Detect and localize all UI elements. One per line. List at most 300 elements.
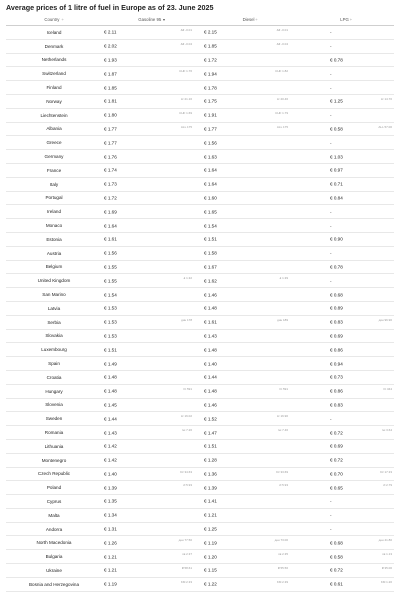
gasoline-cell <box>102 123 202 136</box>
gasoline-cell <box>102 205 202 218</box>
diesel-cell <box>202 357 298 370</box>
diesel-cell <box>202 509 298 522</box>
lpg-price: € 0.78 <box>330 264 343 270</box>
fuel-price-table <box>6 14 394 592</box>
table-header <box>6 14 394 26</box>
diesel-price: € 1.62 <box>204 278 217 284</box>
diesel-local-price: £ 1.39 <box>279 276 288 281</box>
lpg-cell <box>298 509 394 522</box>
table-row <box>6 385 394 399</box>
country-cell: Greece <box>46 140 62 146</box>
country-cell: Luxembourg <box>41 347 67 353</box>
country-cell: Monaco <box>45 223 63 229</box>
lpg-local-price: лв 1.13 <box>381 552 392 557</box>
lpg-cell <box>298 330 394 343</box>
gasoline-cell <box>102 330 202 343</box>
diesel-local-price: дин 189 <box>277 317 288 322</box>
country-cell: Bosnia and Herzegovina <box>28 581 80 587</box>
gasoline-cell <box>102 385 202 398</box>
lpg-local-price: ₴ 35.00 <box>381 566 392 571</box>
lpg-cell <box>298 440 394 453</box>
gasoline-local-price: zł 5.93 <box>183 483 192 488</box>
country-cell: Montenegro <box>41 457 67 463</box>
diesel-cell <box>202 109 298 122</box>
lpg-price: - <box>330 416 332 422</box>
country-cell: Netherlands <box>41 57 67 63</box>
diesel-price: € 1.54 <box>204 223 217 229</box>
lpg-cell <box>298 233 394 246</box>
page-title: Average prices of 1 litre of fuel in Europe as of 23. June 2025 <box>6 3 214 12</box>
diesel-price: € 1.94 <box>204 71 217 77</box>
lpg-cell <box>298 192 394 205</box>
table-row <box>6 481 394 495</box>
country-cell: Serbia <box>47 319 61 325</box>
diesel-local-price: KM 2.39 <box>276 579 288 584</box>
gasoline-cell <box>102 274 202 287</box>
table-row <box>6 399 394 413</box>
diesel-price: € 1.47 <box>204 430 217 435</box>
gasoline-price: € 1.43 <box>104 430 117 435</box>
gasoline-price: € 1.42 <box>104 443 117 449</box>
diesel-price: € 1.51 <box>204 443 217 449</box>
gasoline-local-price: ден 77.50 <box>178 538 192 543</box>
gasoline-local-price: kr 21.16 <box>181 96 192 101</box>
gasoline-local-price: CHF 1.76 <box>179 69 192 74</box>
table-row <box>6 371 394 385</box>
lpg-price: € 0.61 <box>330 581 343 587</box>
table-row <box>6 468 394 482</box>
gasoline-cell <box>102 468 202 481</box>
gasoline-price: € 1.53 <box>104 319 117 325</box>
lpg-local-price: дин 96.90 <box>378 317 392 322</box>
diesel-price: € 1.52 <box>204 416 217 422</box>
country-cell: Latvia <box>47 305 61 311</box>
lpg-price: € 0.97 <box>330 167 343 173</box>
diesel-cell <box>202 426 298 439</box>
diesel-cell <box>202 233 298 246</box>
diesel-price: € 1.65 <box>204 209 217 215</box>
diesel-local-price: CHF 1.82 <box>275 69 288 74</box>
lpg-cell <box>298 357 394 370</box>
diesel-price: € 2.15 <box>204 29 217 35</box>
sort-icon: ÷ <box>349 17 352 22</box>
table-row <box>6 136 394 150</box>
lpg-price: - <box>330 85 332 91</box>
gasoline-price: € 1.61 <box>104 236 117 242</box>
gasoline-price: € 1.55 <box>104 264 117 270</box>
table-row <box>6 302 394 316</box>
diesel-price: € 1.85 <box>204 43 217 49</box>
country-cell: United Kingdom <box>37 278 71 284</box>
gasoline-cell <box>102 261 202 274</box>
country-cell: Portugal <box>45 195 63 201</box>
gasoline-cell <box>102 95 202 108</box>
gasoline-cell <box>102 54 202 67</box>
gasoline-price: € 1.87 <box>104 71 117 77</box>
gasoline-cell <box>102 536 202 549</box>
gasoline-cell <box>102 343 202 356</box>
lpg-price: € 0.58 <box>330 126 343 132</box>
table-row <box>6 261 394 275</box>
diesel-price: € 1.51 <box>204 236 217 242</box>
gasoline-price: € 1.21 <box>104 567 117 573</box>
lpg-cell <box>298 468 394 481</box>
lpg-cell <box>298 343 394 356</box>
lpg-price: € 0.72 <box>330 567 343 573</box>
diesel-price: € 1.22 <box>204 581 217 587</box>
gasoline-cell <box>102 150 202 163</box>
diesel-price: € 1.21 <box>204 512 217 518</box>
gasoline-cell <box>102 81 202 94</box>
country-cell: Norway <box>46 98 62 104</box>
lpg-price: - <box>330 140 332 146</box>
country-cell: Cyprus <box>46 498 62 504</box>
diesel-cell <box>202 523 298 536</box>
table-row <box>6 357 394 371</box>
table-row <box>6 40 394 54</box>
gasoline-local-price: KM 2.33 <box>180 579 192 584</box>
lpg-price: - <box>330 526 332 532</box>
lpg-price: - <box>330 250 332 256</box>
gasoline-local-price: ₴ 58.61 <box>181 566 192 571</box>
diesel-cell <box>202 412 298 425</box>
lpg-cell <box>298 412 394 425</box>
lpg-local-price: Ft 344 <box>383 386 392 391</box>
gasoline-local-price: Δ€ -0.01 <box>180 28 192 32</box>
gasoline-local-price: lei 7.26 <box>182 428 192 433</box>
gasoline-cell <box>102 426 202 439</box>
header-lpg-label: LPG <box>340 17 349 22</box>
lpg-local-price: ALL 57.00 <box>378 124 392 129</box>
lpg-price: € 0.89 <box>330 305 343 311</box>
gasoline-price: € 1.42 <box>104 457 117 463</box>
country-cell: Liechtenstein <box>40 112 68 118</box>
table-row <box>6 192 394 206</box>
diesel-price: € 1.67 <box>204 264 217 270</box>
gasoline-price: € 1.26 <box>104 540 117 546</box>
diesel-cell <box>202 385 298 398</box>
table-row <box>6 164 394 178</box>
lpg-cell <box>298 426 394 439</box>
table-row <box>6 440 394 454</box>
diesel-cell <box>202 67 298 80</box>
gasoline-price: € 1.45 <box>104 402 117 408</box>
lpg-price: € 0.83 <box>330 402 343 408</box>
diesel-price: € 1.77 <box>204 126 217 132</box>
lpg-cell <box>298 481 394 494</box>
gasoline-price: € 1.34 <box>104 512 117 518</box>
diesel-price: € 1.19 <box>204 540 217 546</box>
table-row <box>6 495 394 509</box>
diesel-cell <box>202 468 298 481</box>
country-cell: Poland <box>46 485 62 491</box>
diesel-cell <box>202 302 298 315</box>
header-gasoline-label: Gasoline 95 <box>138 17 162 22</box>
diesel-price: € 1.56 <box>204 140 217 146</box>
gasoline-price: € 1.51 <box>104 347 117 353</box>
lpg-cell <box>298 399 394 412</box>
lpg-price: € 0.83 <box>330 319 343 325</box>
country-cell: France <box>46 167 62 173</box>
country-cell: Sweden <box>45 416 63 422</box>
lpg-price: - <box>330 43 332 49</box>
diesel-price: € 1.61 <box>204 319 217 325</box>
gasoline-cell <box>102 219 202 232</box>
lpg-price: € 0.94 <box>330 361 343 367</box>
sort-icon: ÷ <box>255 17 258 22</box>
lpg-price: - <box>330 112 332 118</box>
gasoline-cell <box>102 178 202 191</box>
lpg-cell <box>298 495 394 508</box>
lpg-cell <box>298 288 394 301</box>
country-cell: Slovenia <box>45 402 63 408</box>
table-row <box>6 95 394 109</box>
lpg-cell <box>298 550 394 563</box>
country-cell: Czech Republic <box>37 471 71 477</box>
gasoline-price: € 1.81 <box>104 98 117 104</box>
diesel-cell <box>202 54 298 67</box>
diesel-cell <box>202 136 298 149</box>
diesel-cell <box>202 261 298 274</box>
diesel-price: € 1.64 <box>204 181 217 187</box>
diesel-price: € 1.48 <box>204 388 217 394</box>
gasoline-price: € 1.35 <box>104 498 117 504</box>
lpg-cell <box>298 247 394 260</box>
gasoline-price: € 1.77 <box>104 140 117 146</box>
lpg-price: - <box>330 512 332 518</box>
gasoline-cell <box>102 440 202 453</box>
gasoline-price: € 1.44 <box>104 416 117 422</box>
lpg-price: € 0.78 <box>330 57 343 63</box>
country-cell: Spain <box>48 361 60 367</box>
diesel-cell <box>202 536 298 549</box>
gasoline-price: € 1.74 <box>104 167 117 173</box>
lpg-cell <box>298 178 394 191</box>
sort-descending-icon: ▼ <box>162 17 166 22</box>
gasoline-local-price: Kč 34.63 <box>180 469 192 474</box>
gasoline-price: € 1.76 <box>104 154 117 160</box>
gasoline-price: € 1.64 <box>104 223 117 229</box>
diesel-cell <box>202 40 298 53</box>
gasoline-cell <box>102 40 202 53</box>
diesel-price: € 1.39 <box>204 485 217 491</box>
diesel-cell <box>202 578 298 591</box>
gasoline-cell <box>102 454 202 467</box>
table-row <box>6 330 394 344</box>
lpg-price: € 0.72 <box>330 457 343 463</box>
country-cell: Albania <box>46 126 62 132</box>
lpg-cell <box>298 205 394 218</box>
diesel-price: € 1.41 <box>204 498 217 504</box>
lpg-cell <box>298 54 394 67</box>
lpg-price: - <box>330 209 332 215</box>
country-cell: Bulgaria <box>45 554 63 560</box>
diesel-price: € 1.48 <box>204 305 217 311</box>
table-row <box>6 550 394 564</box>
lpg-local-price: Kč 17.33 <box>380 469 392 474</box>
gasoline-local-price: Δ€ -0.04 <box>180 41 192 46</box>
diesel-cell <box>202 178 298 191</box>
gasoline-cell <box>102 109 202 122</box>
diesel-cell <box>202 150 298 163</box>
diesel-cell <box>202 440 298 453</box>
header-lpg[interactable] <box>298 14 394 25</box>
table-row <box>6 536 394 550</box>
lpg-cell <box>298 316 394 329</box>
table-row <box>6 316 394 330</box>
diesel-local-price: ден 73.00 <box>274 538 288 543</box>
table-row <box>6 412 394 426</box>
gasoline-cell <box>102 288 202 301</box>
diesel-price: € 1.20 <box>204 554 217 560</box>
country-cell: North Macedonia <box>36 540 72 546</box>
gasoline-cell <box>102 523 202 536</box>
gasoline-cell <box>102 302 202 315</box>
table-row <box>6 219 394 233</box>
lpg-local-price: kr 14.70 <box>381 96 392 101</box>
lpg-price: € 0.68 <box>330 540 343 546</box>
table-row <box>6 26 394 40</box>
gasoline-cell <box>102 316 202 329</box>
lpg-cell <box>298 123 394 136</box>
table-row <box>6 578 394 592</box>
diesel-price: € 1.36 <box>204 471 217 477</box>
diesel-local-price: Δ€ -0.04 <box>276 41 288 46</box>
diesel-local-price: Kč 33.69 <box>276 469 288 474</box>
lpg-cell <box>298 536 394 549</box>
country-cell: Ukraine <box>46 567 62 573</box>
table-row <box>6 123 394 137</box>
country-cell: Italy <box>49 181 59 187</box>
diesel-price: € 1.15 <box>204 567 217 573</box>
diesel-local-price: ₴ 55.56 <box>277 566 288 571</box>
table-row <box>6 523 394 537</box>
diesel-cell <box>202 550 298 563</box>
gasoline-price: € 1.69 <box>104 209 117 215</box>
lpg-price: € 1.03 <box>330 154 343 160</box>
diesel-cell <box>202 219 298 232</box>
diesel-cell <box>202 495 298 508</box>
gasoline-price: € 1.21 <box>104 554 117 560</box>
diesel-price: € 1.58 <box>204 250 217 256</box>
gasoline-price: € 1.31 <box>104 526 117 532</box>
diesel-local-price: lei 7.46 <box>278 428 288 433</box>
gasoline-local-price: дин 178 <box>181 317 192 322</box>
gasoline-cell <box>102 550 202 563</box>
country-cell: Lithuania <box>44 443 64 449</box>
lpg-price: € 0.65 <box>330 485 343 491</box>
diesel-cell <box>202 343 298 356</box>
gasoline-cell <box>102 371 202 384</box>
lpg-cell <box>298 371 394 384</box>
table-row <box>6 150 394 164</box>
lpg-cell <box>298 219 394 232</box>
gasoline-cell <box>102 192 202 205</box>
diesel-cell <box>202 192 298 205</box>
diesel-cell <box>202 95 298 108</box>
lpg-price: € 0.72 <box>330 430 343 435</box>
lpg-local-price: KM 1.20 <box>380 579 392 584</box>
diesel-local-price: лв 2.35 <box>277 552 288 557</box>
lpg-local-price: ден 41.80 <box>378 538 392 543</box>
lpg-price: € 0.68 <box>330 292 343 298</box>
lpg-cell <box>298 523 394 536</box>
sort-icon: ÷ <box>61 18 64 22</box>
table-row <box>6 81 394 95</box>
table-row <box>6 509 394 523</box>
diesel-cell <box>202 316 298 329</box>
gasoline-cell <box>102 399 202 412</box>
gasoline-price: € 1.56 <box>104 250 117 256</box>
country-cell: Denmark <box>44 43 64 49</box>
lpg-cell <box>298 274 394 287</box>
diesel-price: € 1.75 <box>204 98 217 104</box>
diesel-price: € 1.60 <box>204 195 217 201</box>
lpg-price: € 1.25 <box>330 98 343 104</box>
lpg-price: € 0.73 <box>330 374 343 380</box>
diesel-local-price: kr 16.90 <box>277 414 288 419</box>
gasoline-local-price: kr 16.02 <box>181 414 192 419</box>
country-cell: Romania <box>44 430 64 435</box>
header-country[interactable] <box>6 17 102 22</box>
lpg-cell <box>298 302 394 315</box>
country-cell: Switzerland <box>42 71 66 77</box>
diesel-local-price: kr 20.46 <box>277 96 288 101</box>
diesel-price: € 1.25 <box>204 526 217 532</box>
lpg-price: € 0.71 <box>330 181 343 187</box>
table-row <box>6 247 394 261</box>
gasoline-local-price: ALL 175 <box>180 124 192 129</box>
diesel-cell <box>202 564 298 577</box>
header-diesel-label: Diesel <box>242 17 255 22</box>
lpg-local-price: zł 2.79 <box>383 483 392 488</box>
gasoline-price: € 1.19 <box>104 581 117 587</box>
gasoline-cell <box>102 481 202 494</box>
lpg-price: - <box>330 71 332 77</box>
diesel-cell <box>202 274 298 287</box>
gasoline-price: € 1.48 <box>104 388 117 394</box>
diesel-price: € 1.63 <box>204 154 217 160</box>
diesel-local-price: ALL 175 <box>276 124 288 129</box>
diesel-cell <box>202 123 298 136</box>
table-row <box>6 233 394 247</box>
lpg-price: € 0.58 <box>330 554 343 560</box>
gasoline-price: € 1.54 <box>104 292 117 298</box>
gasoline-cell <box>102 67 202 80</box>
lpg-cell <box>298 150 394 163</box>
diesel-cell <box>202 371 298 384</box>
diesel-price: € 1.64 <box>204 167 217 173</box>
gasoline-cell <box>102 233 202 246</box>
lpg-cell <box>298 454 394 467</box>
diesel-price: € 1.78 <box>204 85 217 91</box>
header-diesel[interactable] <box>202 14 298 25</box>
table-row <box>6 288 394 302</box>
lpg-cell <box>298 81 394 94</box>
gasoline-price: € 1.55 <box>104 278 117 284</box>
gasoline-cell <box>102 357 202 370</box>
header-gasoline[interactable] <box>102 14 202 25</box>
diesel-price: € 1.91 <box>204 112 217 118</box>
lpg-cell <box>298 164 394 177</box>
diesel-price: € 1.46 <box>204 292 217 298</box>
table-row <box>6 205 394 219</box>
country-cell: Croatia <box>46 374 62 380</box>
country-cell: Austria <box>46 250 62 256</box>
lpg-cell <box>298 67 394 80</box>
lpg-cell <box>298 109 394 122</box>
country-cell: Malta <box>48 512 60 518</box>
